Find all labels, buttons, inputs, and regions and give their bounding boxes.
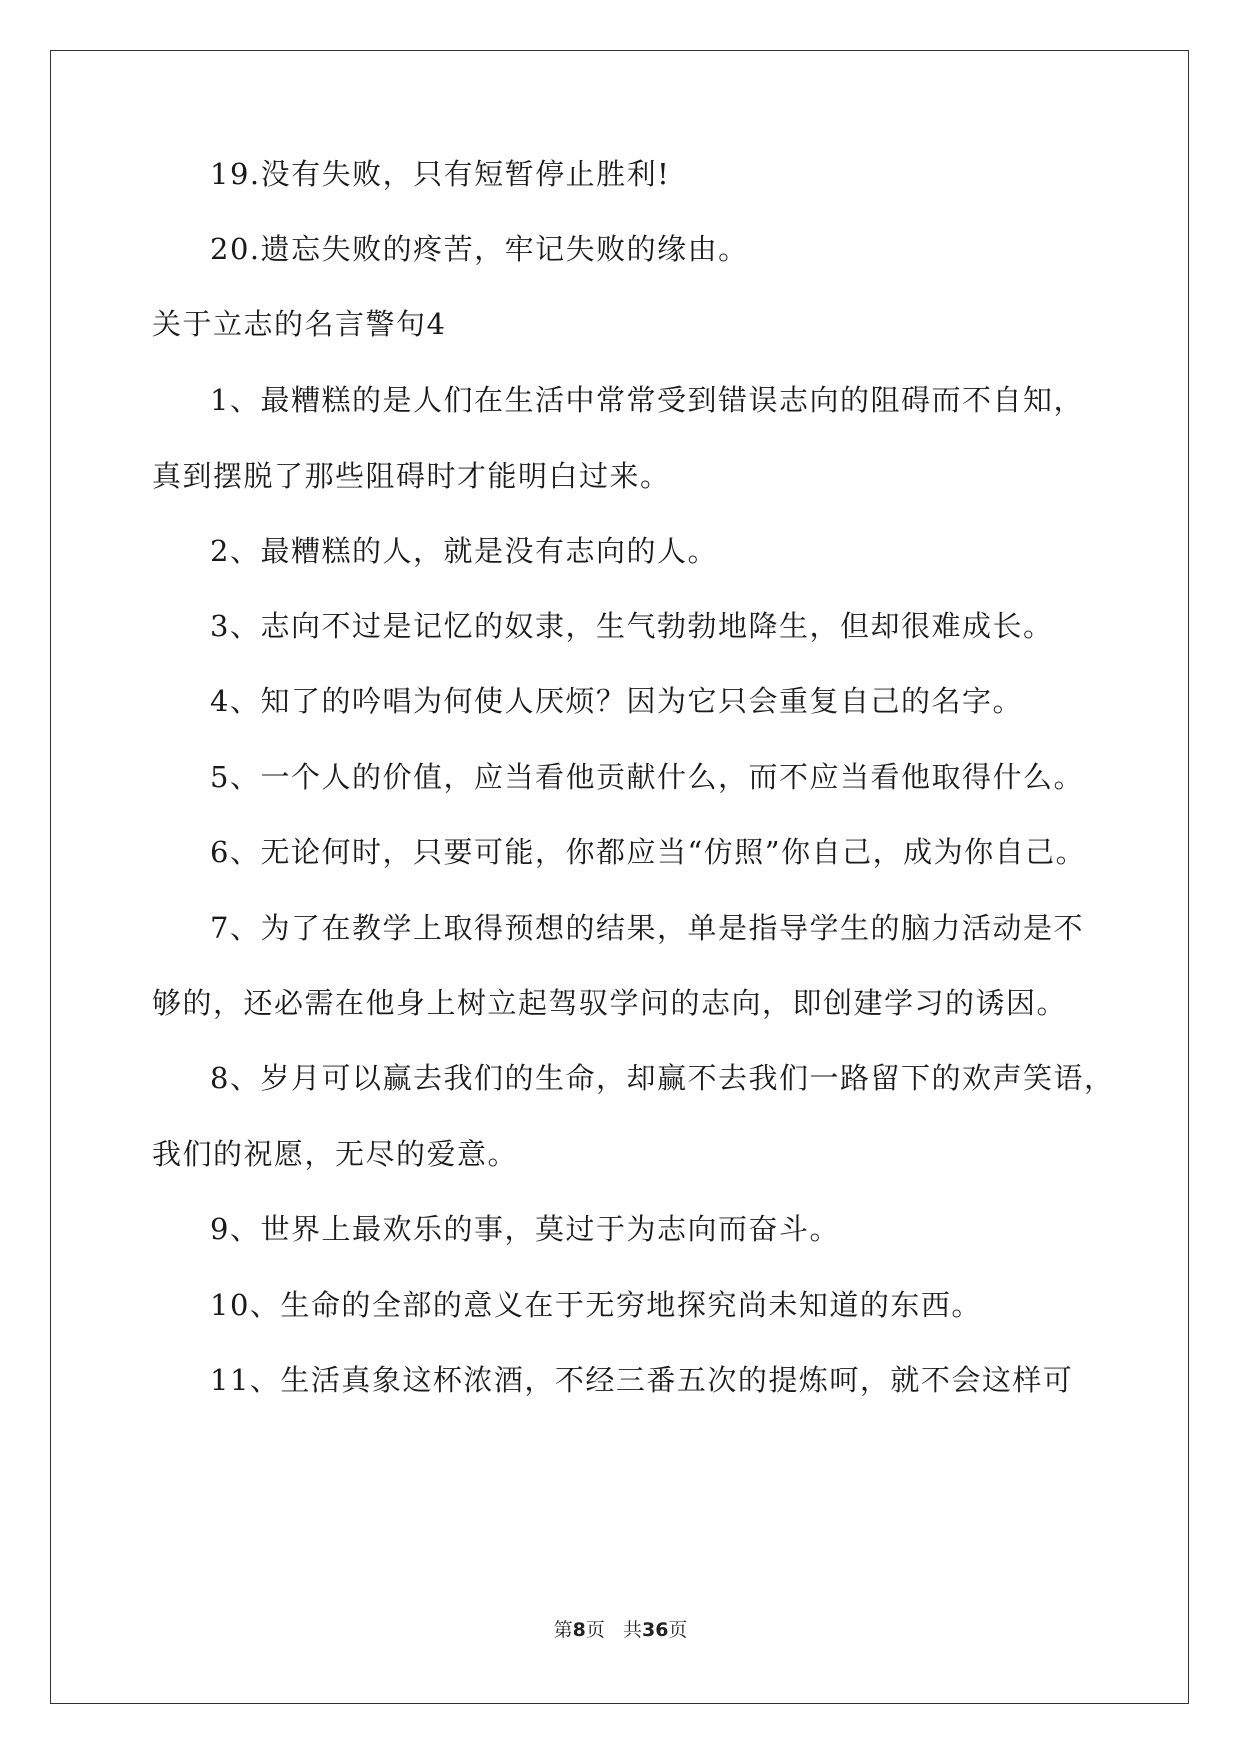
text-line: 真到摆脱了那些阻碍时才能明白过来。 xyxy=(152,459,671,493)
text-line: 2、最糟糕的人，就是没有志向的人。 xyxy=(210,534,718,568)
text-line: 够的，还必需在他身上树立起驾驭学问的志向，即创建学习的诱因。 xyxy=(152,986,1068,1020)
text-line: 6、无论何时，只要可能，你都应当“仿照”你自己，成为你自己。 xyxy=(210,835,1087,869)
footer-total-pages: 36 xyxy=(641,1619,669,1641)
footer-total-prefix: 共 xyxy=(622,1619,642,1641)
page-border xyxy=(50,50,1189,1704)
text-line: 4、知了的吟唱为何使人厌烦？因为它只会重复自己的名字。 xyxy=(210,684,1023,718)
footer-page-prefix: 第 xyxy=(553,1619,573,1641)
text-line: 9、世界上最欢乐的事，莫过于为志向而奋斗。 xyxy=(210,1212,840,1246)
text-line: 5、一个人的价值，应当看他贡献什么，而不应当看他取得什么。 xyxy=(210,760,1084,794)
text-line: 1、最糟糕的是人们在生活中常常受到错误志向的阻碍而不自知， xyxy=(210,383,1084,417)
page-footer xyxy=(0,1615,1241,1642)
footer-page-number: 8 xyxy=(572,1619,586,1641)
footer-total-suffix: 页 xyxy=(668,1619,688,1641)
footer-page-suffix: 页 xyxy=(585,1619,605,1641)
text-line: 20.遗忘失败的疼苦，牢记失败的缘由。 xyxy=(210,232,749,266)
text-line: 我们的祝愿，无尽的爱意。 xyxy=(152,1137,519,1171)
text-line: 7、为了在教学上取得预想的结果，单是指导学生的脑力活动是不 xyxy=(210,911,1084,945)
section-heading: 关于立志的名言警句4 xyxy=(152,307,447,341)
text-line: 3、志向不过是记忆的奴隶，生气勃勃地降生，但却很难成长。 xyxy=(210,609,1054,643)
text-line: 10、生命的全部的意义在于无穷地探究尚未知道的东西。 xyxy=(210,1288,982,1322)
text-line: 19.没有失败，只有短暂停止胜利! xyxy=(210,157,671,191)
text-line: 8、岁月可以赢去我们的生命，却赢不去我们一路留下的欢声笑语， xyxy=(210,1061,1115,1095)
text-line: 11、生活真象这杯浓酒，不经三番五次的提炼呵，就不会这样可 xyxy=(210,1363,1074,1397)
